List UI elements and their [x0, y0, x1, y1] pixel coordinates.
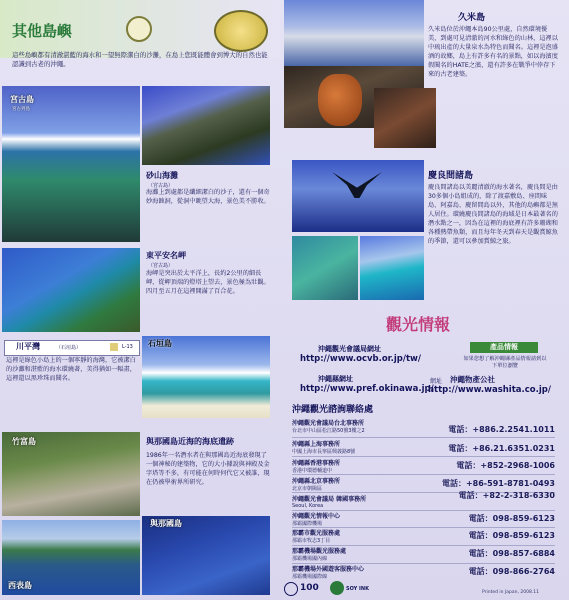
product-site-label: 網址	[430, 378, 443, 385]
product-url[interactable]: http://www.washita.co.jp/	[428, 385, 551, 395]
ocvb-url[interactable]: http://www.ocvb.or.jp/tw/	[300, 354, 422, 364]
contact-phone: 電話：+886.2.2541.1011	[448, 425, 555, 434]
kabira-code: L-13	[122, 344, 133, 350]
soy-ink-icon	[330, 581, 344, 595]
awamori-jar-icon	[318, 74, 362, 126]
higashi-photo	[2, 248, 140, 332]
higashi-name: 東平安名岬	[146, 251, 186, 260]
contact-name: 沖繩縣香港事務所	[292, 460, 341, 467]
compass-icon	[126, 16, 152, 42]
kabira-code-swatch	[110, 343, 118, 351]
kerama-desc: 慶良間諸島以美麗清澈的海水著名，慶良間是由30多個小島組成的，除了渡嘉敷島、座間味島、阿嘉島、慶留間島以外，其他的島嶼都是無人居住。環繞慶良間諸島的海域是日本最著名的潛水點之一，因為在這裡的海底裡有許多珊瑚和各種熱帶魚類，而且每年冬天到春天是觀賞鯨魚的季節，還可以參加賞鯨之旅。	[428, 184, 558, 245]
product-note: 如果您想了解沖繩縣產品情報請到以下單位瀏覽	[463, 356, 547, 370]
contact-name: 那霸市觀光服務處	[292, 530, 341, 537]
contact-phone: 電話：+82-2-318-6330	[458, 491, 555, 500]
contact-row-2	[292, 458, 555, 474]
contact-row-1	[292, 439, 555, 455]
ishigaki-caption: 石垣島	[148, 339, 172, 348]
tourism-info-title: 觀光情報	[386, 315, 451, 334]
contact-name: 沖繩觀光會議局 韓國事務所	[292, 496, 367, 503]
contact-phone: 電話：+86.21.6351.0231	[448, 444, 555, 453]
contact-addr: 北京市朝陽區	[292, 486, 323, 492]
kume-beach-photo	[284, 0, 424, 66]
recycle-mark-icon	[284, 582, 298, 596]
contact-addr: 那霸機場國際線	[292, 574, 328, 580]
higashi-note: （宮古島）	[148, 263, 174, 269]
contact-divider	[292, 437, 555, 438]
kabira-desc: 這裡是綠色小島上的一個寧靜的海灣，它被潔白的沙灘和湛藍的海水環繞著，美得猶如一幅畫，這裡還以黑珍珠而聞名。	[6, 357, 136, 382]
contact-name: 沖繩觀光情報中心	[292, 513, 341, 520]
kabira-note: （石垣島）	[56, 345, 82, 351]
contacts-title: 沖繩觀光諮詢聯絡處	[292, 405, 374, 415]
contact-divider	[292, 474, 555, 475]
product-badge: 產品情報	[470, 342, 538, 353]
contact-phone: 電話：098-866-2764	[468, 567, 555, 576]
contact-name: 那霸機場外國遊客服務中心	[292, 566, 365, 573]
contact-phone: 電話：098-859-6123	[468, 531, 555, 540]
product-org: 沖繩物產公社	[450, 375, 495, 384]
contact-phone: 電話：+852-2968-1006	[456, 461, 555, 470]
sunayama-desc: 海灘上到處都是纖細潔白的沙子，還有一個奇妙海蝕洞，從洞中眺望大海，景色美不勝收。	[146, 189, 270, 205]
contact-addr: 那霸國際機場	[292, 521, 323, 527]
kerama-sea-photo	[360, 236, 424, 300]
miyako-subcaption: 宮古列島	[12, 107, 30, 112]
ocvb-name: 沖繩觀光會議局網址	[318, 345, 381, 353]
kerama-name: 慶良間諸島	[428, 171, 474, 181]
contact-row-7	[292, 546, 555, 562]
contact-addr: 台北市中山區松江路50號3樓之2	[292, 428, 365, 434]
kume-desc: 久米島位於沖繩本島90公里處，自然環境優美，到處可見清澈的河水和綠色的山林，這裡以中琉出產的大量泉水為特色而聞名。這裡是泡盛酒的故鄉，島上有許多有名的景點，如以海濱度假聞名的HATE之濱，還有許多在戰爭中倖存下來的古老建築。	[428, 26, 558, 78]
iriomote-caption: 西表島	[8, 581, 32, 590]
contact-addr: 香港中環德輔道中	[292, 468, 333, 474]
contact-row-0	[292, 418, 555, 434]
left-intro: 這些島嶼都有清澈湛藍的海水和一望無際潔白的沙灘，在島上您既能體會到博大的自然也能認識到古老的沖繩。	[12, 51, 268, 69]
contact-divider	[292, 456, 555, 457]
printed-note: Printed in Japan, 2008.11	[482, 590, 539, 595]
higashi-desc: 海岬是突出於太平洋上，長約2公里的細長岬，從岬頂端的燈塔上望去，景色極為壯觀。四月至五月在這裡開滿了百合花。	[146, 270, 270, 295]
footer-code: 100	[300, 583, 319, 593]
contact-addr: 那霸市牧志3丁目	[292, 538, 331, 544]
contact-phone: 電話：098-859-6123	[468, 514, 555, 523]
contact-row-5	[292, 511, 555, 527]
pref-url[interactable]: http://www.pref.okinawa.jp/	[300, 384, 434, 394]
contact-addr: 中國上海市長寧區興義路8號	[292, 449, 356, 455]
contact-row-4	[292, 491, 555, 509]
contact-addr: 那霸機場國內線	[292, 556, 328, 562]
sunayama-photo	[142, 86, 270, 165]
kume-name: 久米島	[458, 13, 486, 23]
sunayama-note: （宮古島）	[148, 183, 174, 189]
contact-name: 沖繩觀光會議局台北事務所	[292, 420, 365, 427]
island-map-icon	[214, 10, 268, 52]
kume-pottery-photo	[374, 88, 436, 148]
kabira-name: 川平灣	[16, 342, 40, 351]
contact-row-8	[292, 564, 555, 580]
left-title: 其他島嶼	[12, 22, 73, 40]
contact-addr: Seoul, Korea	[292, 503, 324, 509]
yonaguni-ruins-name: 與那國島近海的海底遺跡	[146, 437, 234, 446]
contact-name: 沖繩縣上海事務所	[292, 441, 341, 448]
soy-ink-label: SOY INK	[346, 586, 369, 592]
taketomi-caption: 竹富島	[12, 437, 36, 446]
kerama-coral-photo	[292, 236, 358, 300]
contact-name: 沖繩縣北京事務所	[292, 478, 341, 485]
miyako-caption: 宮古島	[10, 95, 34, 104]
contact-row-6	[292, 528, 555, 544]
pref-name: 沖繩縣網址	[318, 375, 353, 383]
yonaguni-ruins-desc: 1986年一名潛水者在與那國島近海底發現了一個神秘的建築物，它的大小據說與神殿及金字塔等不多，有可能在何時何代它又被誰，現在仍被學術界所研究。	[146, 452, 270, 486]
contact-phone: 電話：+86-591-8781-0493	[441, 479, 555, 488]
contact-name: 那霸機場觀光服務處	[292, 548, 347, 555]
contact-phone: 電話：098-857-6884	[468, 549, 555, 558]
yonaguni-caption: 與那國島	[150, 519, 182, 528]
sunayama-name: 砂山海灘	[146, 171, 178, 180]
